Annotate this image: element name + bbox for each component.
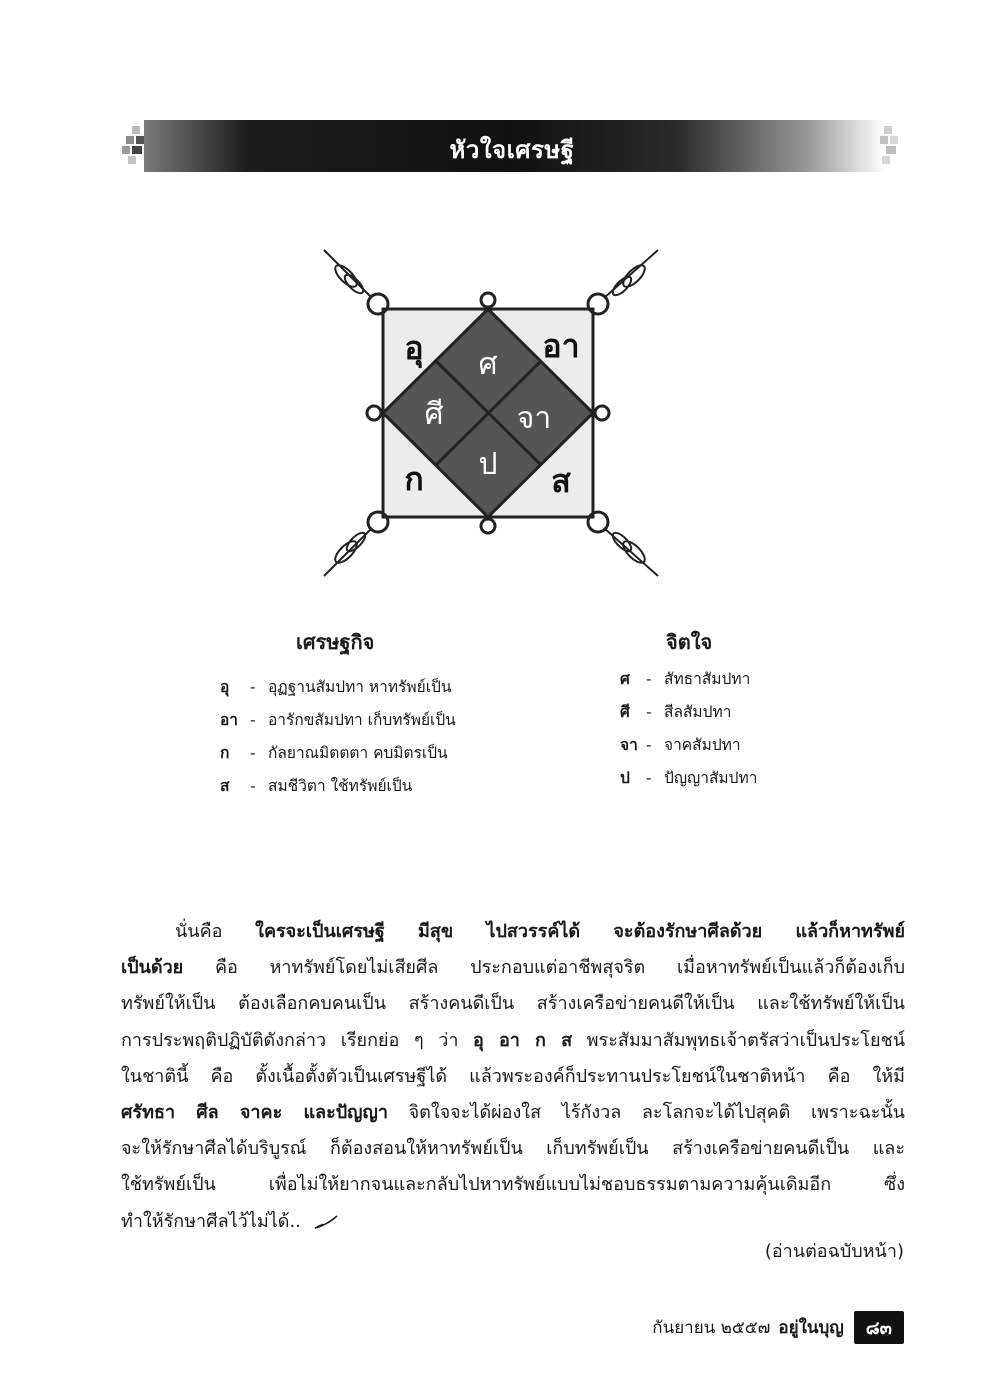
section-header-banner <box>122 120 902 172</box>
wealth-list-title: เศรษฐกิจ <box>296 630 375 654</box>
text-span: คือ หาทรัพย์โดยไม่เสียศีล ประกอบแต่อาชีพสุจริต เมื่อหาทรัพย์เป็นแล้วก็ต้องเก็บ <box>183 957 905 979</box>
corner-letter-bottom-right: ส <box>551 463 571 499</box>
text-span: ทำให้รักษาศีลไว้ไม่ได้.. <box>121 1210 301 1232</box>
list-item-key: ส <box>220 777 230 795</box>
list-item-text: กัลยาณมิตตตา คบมิตรเป็น <box>268 744 448 762</box>
inner-letter-left: ศี <box>424 398 444 431</box>
bold-text: ใครจะเป็นเศรษฐี มีสุข ไปสวรรค์ได้ จะต้องรักษาศีลด้วย แล้วก็หาทรัพย์ <box>255 921 905 942</box>
right-ornament-icon <box>880 124 902 168</box>
list-item-text: อุฏฐานสัมปทา หาทรัพย์เป็น <box>268 678 452 696</box>
list-item-text: อารักขสัมปทา เก็บทรัพย์เป็น <box>268 711 456 729</box>
body-paragraph <box>121 914 905 1240</box>
list-item-text: จาคสัมปทา <box>664 736 741 754</box>
list-item-key: ก <box>220 744 230 762</box>
wealth-list <box>220 670 540 802</box>
list-item-key: อา <box>220 711 239 729</box>
paragraph-line <box>121 1204 905 1240</box>
list-item: ศี - สีลสัมปทา <box>620 695 880 728</box>
page-title: หัวใจเศรษฐี <box>449 136 575 164</box>
inner-letter-right: จา <box>516 402 552 435</box>
paragraph-line: ใช้ทรัพย์เป็น เพื่อไม่ให้ยากจนและกลับไปหาทรัพย์แบบไม่ชอบธรรมตามความคุ้นเดิมอีก ซึ่ง <box>121 1174 905 1196</box>
quill-pen-icon <box>313 1214 339 1230</box>
inner-letter-bottom: ป <box>478 448 498 481</box>
list-item-text: สัทธาสัมปทา <box>664 670 751 688</box>
list-item: ป - ปัญญาสัมปทา <box>620 761 880 794</box>
list-item-text: สีลสัมปทา <box>664 703 732 721</box>
corner-letter-top-left: อุ <box>404 330 424 366</box>
list-item: อา - อารักขสัมปทา เก็บทรัพย์เป็น <box>220 703 540 736</box>
page-number: ๘๓ <box>854 1311 904 1344</box>
text-span: พระสัมมาสัมพุทธเจ้าตรัสว่าเป็นประโยชน์ <box>572 1029 906 1051</box>
issue-date: กันยายน ๒๕๕๗ <box>652 1317 771 1338</box>
bold-text: ศรัทธา ศีล จาคะ และปัญญา <box>121 1101 388 1123</box>
list-item: อุ - อุฏฐานสัมปทา หาทรัพย์เป็น <box>220 670 540 703</box>
paragraph-line: จะให้รักษาศีลได้บริบูรณ์ ก็ต้องสอนให้หาทรัพย์เป็น เก็บทรัพย์เป็น สร้างเครือข่ายคนดีเป็น และ <box>121 1138 905 1160</box>
bold-text: อุ อา ก ส <box>473 1029 573 1051</box>
inner-letter-top: ศ <box>478 348 498 381</box>
list-item-key: อุ <box>220 678 230 696</box>
page-footer <box>652 1312 904 1342</box>
list-item-text: สมชีวิตา ใช้ทรัพย์เป็น <box>268 777 413 795</box>
paragraph-line <box>121 1023 905 1059</box>
paragraph-line <box>121 950 905 986</box>
corner-letter-bottom-left: ก <box>404 461 424 497</box>
text-span: การประพฤติปฏิบัติดังกล่าว เรียกย่อ ๆ ว่า <box>121 1029 474 1051</box>
paragraph-line: ทรัพย์ให้เป็น ต้องเลือกคบคนเป็น สร้างคนดีเป็น สร้างเครือข่ายคนดีให้เป็น และใช้ทรัพย์ให้เป็น <box>121 993 905 1015</box>
list-item: ส - สมชีวิตา ใช้ทรัพย์เป็น <box>220 769 540 802</box>
list-item: จา - จาคสัมปทา <box>620 728 880 761</box>
list-item: ก - กัลยาณมิตตตา คบมิตรเป็น <box>220 736 540 769</box>
list-item-key: ศ <box>620 670 630 688</box>
paragraph-line <box>121 914 905 950</box>
list-item-text: ปัญญาสัมปทา <box>664 769 758 787</box>
text-span: นั่นคือ <box>175 921 256 942</box>
list-item-key: จา <box>620 736 638 754</box>
corner-letter-top-right: อา <box>542 328 580 364</box>
mind-list-title: จิตใจ <box>666 630 713 654</box>
list-item-key: ศี <box>620 703 630 721</box>
continued-note: (อ่านต่อฉบับหน้า) <box>764 1241 904 1262</box>
paragraph-line: ในชาตินี้ คือ ตั้งเนื้อตั้งตัวเป็นเศรษฐีได้ แล้วพระองค์ก็ประทานประโยชน์ในชาติหน้า คือ ให้มี <box>121 1065 905 1087</box>
list-item: ศ - สัทธาสัมปทา <box>620 662 880 695</box>
bold-text: เป็นด้วย <box>121 957 184 979</box>
magazine-name: อยู่ในบุญ <box>778 1317 844 1338</box>
mind-list <box>620 662 880 794</box>
list-item-key: ป <box>620 769 630 787</box>
text-span: จิตใจจะได้ผ่องใส ไร้กังวล ละโลกจะได้ไปสุคติ เพราะฉะนั้น <box>387 1101 905 1123</box>
heart-of-wealth-diagram <box>316 246 666 580</box>
paragraph-line <box>121 1095 905 1131</box>
